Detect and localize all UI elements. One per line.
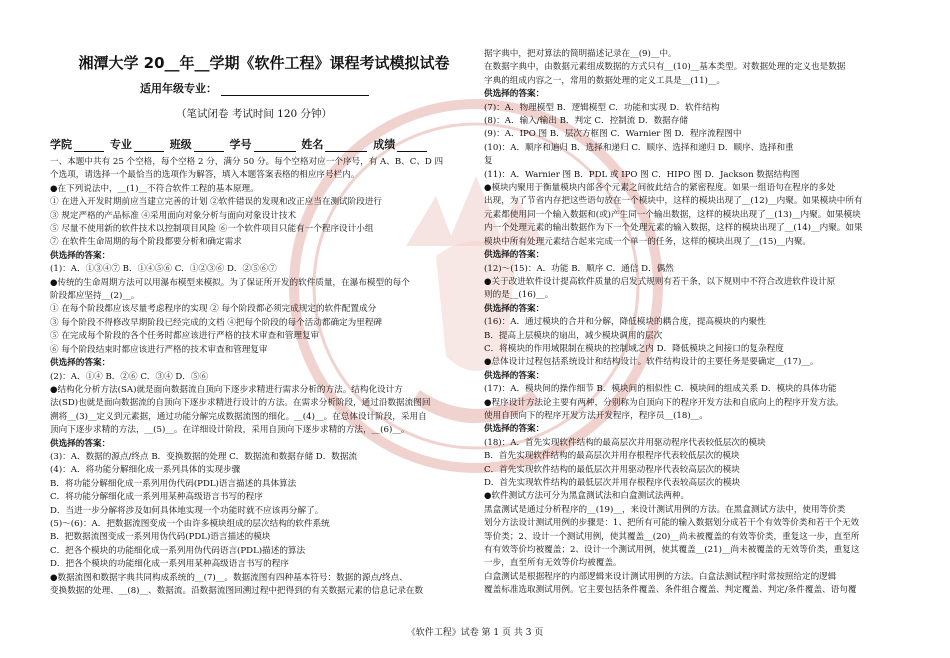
field-label-score: 成绩: [373, 138, 396, 151]
left-column-line: ⑦ 在软件生命周期的每个阶段都要分析和确定需求: [50, 237, 242, 248]
left-column-line: ⑤ 在完成每个阶段的各个任务时都应该进行严格的技术审查和管理复审: [50, 331, 320, 342]
left-column-line: 供选择的答案：: [50, 358, 111, 369]
left-column-line: 供选择的答案：: [50, 438, 111, 449]
right-column-line: 使用自顶向下的程序开发方法开发程序，程序员__(18)__。: [484, 410, 708, 421]
right-column-line: (11)：A．Warnier 图 B．PDL 或 IPO 图 C．HIPO 图 D．Jackson 数据结构图: [484, 169, 800, 180]
field-blank-major[interactable]: [134, 141, 164, 152]
right-column-line: 则的是__(16)__。: [484, 290, 554, 301]
right-column-line: 黑盒测试是通过分析程序的__(19)__，来设计测试用例的方法。在黑盒测试方法中，使用等价类: [484, 504, 846, 515]
right-column-line: ●总体设计过程包括系统设计和结构设计。软件结构设计的主要任务是要确定__(17)__。: [484, 357, 819, 368]
field-label-student-id: 学号: [229, 138, 252, 151]
left-column-line: 变换数据的处理、__(8)__、数据流。沿数据流图回溯过程中把得到的有关数据元素的信息记录在数: [50, 586, 424, 596]
major-blank[interactable]: [221, 85, 369, 96]
right-column-line: D．首先实现软件结构的最低层次并用存根程序代表较高层次的模块: [484, 478, 741, 488]
left-column-line: 阶段都应坚持__(2)__。: [50, 291, 140, 302]
right-column-line: 内一个处理元素的输出数据作为下一个处理元素的输入数据，这样的模块出现了__(14)__内聚。如果: [484, 223, 863, 234]
left-column-line: (2)：A．①④ B．②⑥ C．③④ D．⑤⑥: [50, 371, 209, 382]
left-column-line: 个选项，请选择一个最恰当的选项作为解答，填入本题答案表格的相应序号栏内。: [50, 170, 360, 181]
left-column-line: C．把各个模块的功能细化成一系列用伪代码语言(PDL)描述的算法: [50, 545, 306, 556]
right-column-line: B．首先实现软件结构的最高层次并用存根程序代表较低层次的模块: [484, 451, 740, 462]
right-column-line: 供选择的答案：: [484, 89, 545, 100]
field-label-college: 学院: [50, 138, 72, 151]
student-info-fields: [50, 136, 429, 152]
left-column: [50, 156, 466, 598]
field-blank-class[interactable]: [194, 141, 224, 152]
left-column-line: 顶向下逐步求精的方法，__(5)__。在详细设计阶段，采用自顶向下逐步求精的方法，__(6)__。: [50, 425, 410, 436]
right-column-line: 划分方法设计测试用例的步骤是：1、把所有可能的输入数据划分成若干个有效等价类和若干个无效: [484, 518, 860, 529]
exam-note: （笔试闭卷 考试时间 120 分钟）: [176, 108, 333, 120]
exam-title: 湘潭大学 20__年__学期《软件工程》课程考试模拟试卷: [78, 54, 450, 72]
right-column-line: 出现，为了节省内存把这些语句放在一个模块中，这样的模块出现了__(12)__内聚。如果模块中所有: [484, 196, 863, 207]
left-column-line: B．将功能分解细化成一系列用伪代码(PDL)语言描述的具体算法: [50, 478, 297, 489]
right-column-line: (7)：A．物理模型 B．逻辑模型 C．功能和实现 D．软件结构: [484, 102, 720, 113]
left-column-line: ③ 每个阶段不得修改早期阶段已经完成的文档 ④把每个阶段的每个活动都确定为里程碑: [50, 317, 383, 328]
right-column-line: C．将模块的作用域限制在模块的控制域之内 D．降低模块之间接口的复杂程度: [484, 343, 784, 354]
left-column-line: C．将功能分解细化成一系列用某种高级语言书写的程序: [50, 492, 263, 503]
left-column-line: ●在下列说法中，__(1)__不符合软件工程的基本原理。: [50, 183, 259, 194]
left-column-line: ① 在每个阶段都应该尽量考虑程序的实现 ② 每个阶段都必须完成规定的软件配置成分: [50, 304, 377, 315]
left-column-line: B．把数据流图变成一系列用伪代码(PDL)语言描述的模块: [50, 532, 271, 543]
left-column-line: ⑤ 尽量不使用新的软件技术以控制项目风险 ⑥一个软件项目只能有一个程序设计小组: [50, 224, 374, 235]
right-column-line: 模块中所有处理元素结合起来完成一个单一的任务，这样的模块出现了__(15)__内聚。: [484, 236, 812, 247]
right-column-line: (8)：A．输入/输出 B．判定 C．控制流 D．数据存储: [484, 116, 688, 127]
right-column-line: (16)：A．通过模块的合并和分解，降低模块的耦合度，提高模块的内聚性: [484, 317, 766, 328]
right-column-line: 一步，直至所有无效等价均被覆盖。: [484, 558, 622, 569]
left-column-line: D．当进一步分解将涉及如何具体地实现一个功能时就不应该再分解了。: [50, 505, 324, 516]
right-column-line: 供选择的答案：: [484, 370, 545, 381]
right-column: [484, 48, 902, 598]
page-footer: 《软件工程》试卷 第 1 页 共 3 页: [406, 628, 544, 638]
right-column-line: 复: [484, 156, 493, 167]
right-column-line: (17)：A．模块间的操作细节 B．模块间的相似性 C．模块间的组成关系 D．模块的具体功能: [484, 384, 837, 395]
major-label: 适用年级专业：: [140, 82, 217, 95]
left-column-line: D．把各个模块的功能细化成一系列用某种高级语言书写的程序: [50, 559, 289, 570]
field-blank-college[interactable]: [74, 141, 104, 152]
left-column-line: 一、本题中共有 25 个空格，每个空格 2 分，满分 50 分。每个空格对应一个序号，有 A、B、C、D 四: [50, 157, 444, 167]
left-column-line: (4)：A．将功能分解细化成一系列具体的实现步骤: [50, 465, 241, 476]
right-column-line: (12)～(15)：A．功能 B．顺序 C．通信 D．偶然: [484, 263, 674, 274]
right-column-line: (9)：A．IPO 图 B．层次方框图 C．Warnier 图 D．程序流程图中: [484, 129, 742, 140]
right-column-line: 据字典中，把对算法的简明描述记录在__(9)__中。: [484, 49, 677, 59]
field-label-major: 专业: [109, 138, 132, 151]
left-column-line: ●传统的生命周期方法可以用瀑布模型来模拟。为了保证所开发的软件质量，在瀑布模型的每个: [50, 277, 410, 288]
field-label-name: 姓名: [301, 138, 324, 151]
left-column-line: ③ 规定严格的产品标准 ④采用面向对象分析与面向对象设计技术: [50, 210, 297, 221]
right-column-line: ●软件测试方法可分为黑盒测试法和白盒测试法两种。: [484, 491, 690, 502]
right-column-line: (10)：A．顺序和遍归 B．选择和递归 C．顺序、选择和递归 D．顺序、选择和重: [484, 142, 794, 153]
right-column-line: 元素都使用同一个输入数据和(或)产生同一个输出数据，这样的模块出现了__(13)__内聚。如果模块: [484, 209, 861, 220]
right-column-line: 有有效等价均被覆盖；2、设计一个测试用例，使其覆盖__(21)__尚未被覆盖的无效等价类，重复这: [484, 545, 860, 556]
left-column-line: 溯将__(3)__定义到元素据，通过功能分解完成数据流图的细化。__(4)__。在总体设计阶段，采用自: [50, 411, 427, 422]
field-label-class: 班级: [169, 138, 192, 151]
right-column-line: C．首先实现软件结构的最低层次并用驱动程序代表较高层次的模块: [484, 464, 740, 475]
right-column-line: ●关于改进软件设计提高软件质量的启发式规则有若干条，以下规则中不符合改进软件设计原: [484, 276, 836, 287]
right-column-line: 供选择的答案：: [484, 424, 545, 435]
left-column-line: ●数据流图和数据字典共同构成系统的__(7)__。数据流图有四种基本符号：数据的源点/终点、: [50, 572, 408, 583]
left-column-line: (1)：A．①③④⑦ B．①④⑤⑥ C．①②③⑥ D．②⑤⑥⑦: [50, 264, 277, 275]
left-column-line: (5)～(6)：A．把数据流图变成一个由许多模块组成的层次结构的软件系统: [50, 518, 330, 529]
right-column-line: 白盒测试是根据程序的内部逻辑来设计测试用例的方法。白盒法测试程序时常按照给定的逻辑: [484, 571, 837, 582]
right-column-line: 在数据字典中，由数据元素组成数据的方式只有__(10)__基本类型。对数据处理的定义也是数据: [484, 62, 846, 73]
right-column-line: 字典的组成内容之一，常用的数据处理的定义工具是__(11)__。: [484, 75, 726, 86]
field-blank-name[interactable]: [325, 141, 367, 152]
right-column-line: 等价类；2、设计一个测试用例，使其覆盖__(20)__尚未被覆盖的有效等价类，重复这一步，直至所: [484, 531, 860, 542]
left-column-line: (3)：A．数据的源点/终点 B．变换数据的处理 C．数据流和数据存储 D．数据流: [50, 451, 358, 462]
field-blank-student-id[interactable]: [254, 141, 296, 152]
right-column-line: (18)：A．首先实现软件结构的最高层次并用驱动程序代表较低层次的模块: [484, 437, 766, 448]
left-column-line: ⑥ 每个阶段结束时都应该进行严格的技术审查和管理复审: [50, 344, 268, 355]
right-column-line: 供选择的答案：: [484, 250, 545, 261]
field-blank-score[interactable]: [397, 141, 427, 152]
major-label-row: [140, 80, 369, 96]
right-column-line: ●模块内聚用于衡量模块内部各个元素之间彼此结合的紧密程度。如果一组语句在程序的多处: [484, 183, 836, 194]
right-column-line: ●程序设计方法论主要有两种，分别称为自顶向下的程序开发方法和自底向上的程序开发方法。: [484, 397, 844, 408]
left-column-line: ●结构化分析方法(SA)就是面向数据流自顶向下逐步求精进行需求分析的方法。结构化设计方: [50, 384, 403, 395]
right-column-line: 供选择的答案：: [484, 303, 545, 314]
right-column-line: B．提高上层模块的扇出，减少模块调用的层次: [484, 330, 663, 341]
left-column-line: 法(SD)也就是面向数据流的自顶向下逐步求精进行设计的方法。在需求分析阶段，通过沿数据流图回: [50, 398, 431, 409]
right-column-line: 覆盖标准选取测试用例。它主要包括条件覆盖、条件组合覆盖、判定覆盖、判定/条件覆盖、语句覆: [484, 585, 857, 596]
left-column-line: ① 在进入开发时期前应当建立完善的计划 ②软件错误的发现和改正应当在测试阶段进行: [50, 197, 383, 208]
left-column-line: 供选择的答案：: [50, 250, 111, 261]
